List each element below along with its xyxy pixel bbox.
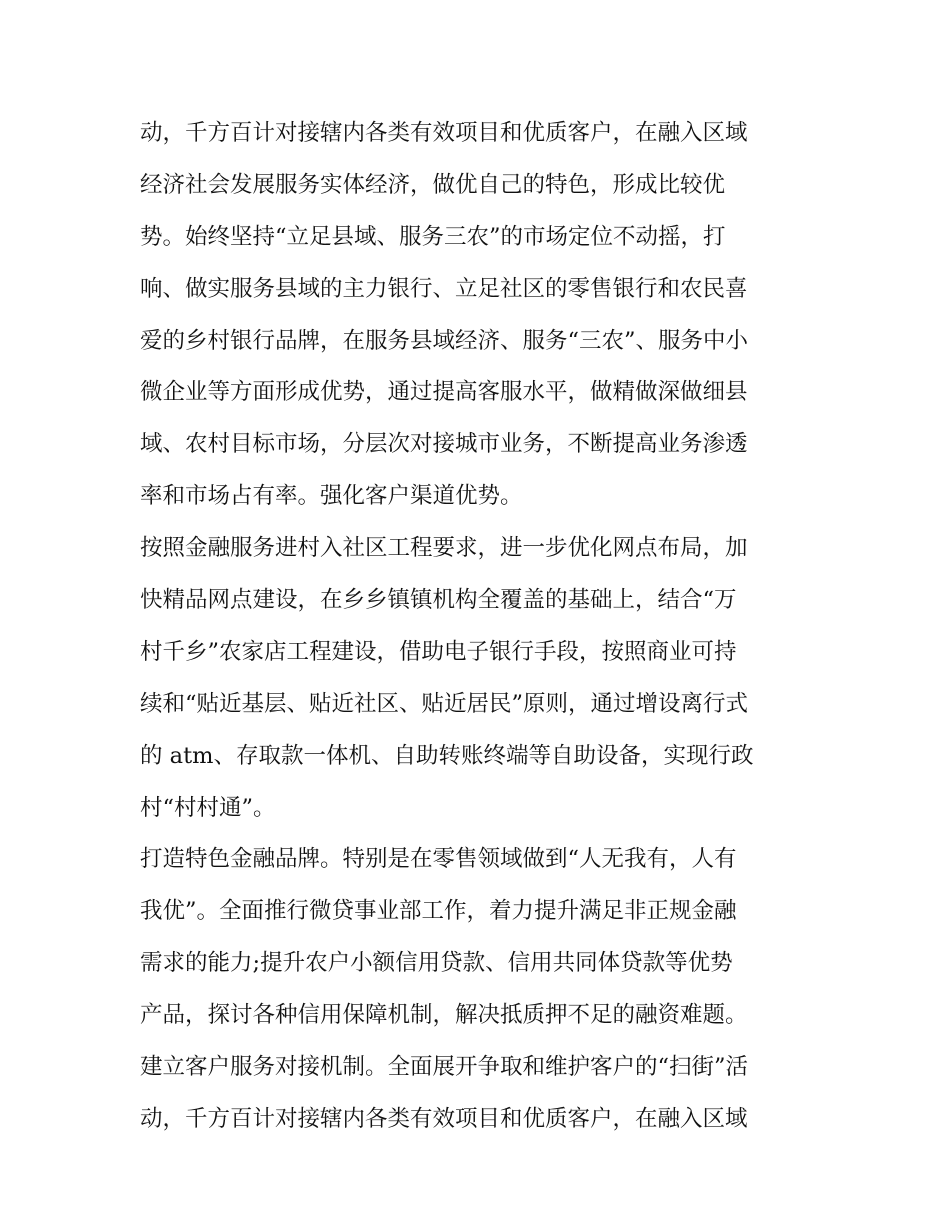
text-line: 续和“贴近基层、贴近社区、贴近居民”原则，通过增设离行式 <box>140 690 749 717</box>
text-line: 打造特色金融品牌。特别是在零售领域做到“人无我有，人有 <box>140 846 737 873</box>
text-line: 我优”。全面推行微贷事业部工作，着力提升满足非正规金融 <box>140 898 737 925</box>
text-line: 快精品网点建设，在乡乡镇镇机构全覆盖的基础上，结合“万 <box>140 587 737 614</box>
text-line: 势。始终坚持“立足县域、服务三农”的市场定位不动摇，打 <box>140 223 726 250</box>
text-line: 村千乡”农家店工程建设，借助电子银行手段，按照商业可持 <box>140 638 737 665</box>
text-line: 产品，探讨各种信用保障机制，解决抵质押不足的融资难题。 <box>140 1002 748 1029</box>
text-line: 域、农村目标市场，分层次对接城市业务，不断提高业务渗透 <box>140 431 748 458</box>
body-text <box>140 108 820 1146</box>
text-line: 经济社会发展服务实体经济，做优自己的特色，形成比较优 <box>140 171 726 198</box>
text-line: 按照金融服务进村入社区工程要求，进一步优化网点布局，加 <box>140 535 748 562</box>
text-line: 微企业等方面形成优势，通过提高客服水平，做精做深做细县 <box>140 379 748 406</box>
text-line: 村“村村通”。 <box>140 794 276 821</box>
text-line: 响、做实服务县域的主力银行、立足社区的零售银行和农民喜 <box>140 275 748 302</box>
text-line: 需求的能力;提升农户小额信用贷款、信用共同体贷款等优势 <box>140 950 733 977</box>
text-line: 建立客户服务对接机制。全面展开争取和维护客户的“扫街”活 <box>140 1054 749 1081</box>
text-line: 爱的乡村银行品牌，在服务县域经济、服务“三农”、服务中小 <box>140 327 749 354</box>
text-line: 的 atm、存取款一体机、自助转账终端等自助设备，实现行政 <box>140 742 754 769</box>
text-line: 率和市场占有率。强化客户渠道优势。 <box>140 483 523 510</box>
text-line: 动，千方百计对接辖内各类有效项目和优质客户，在融入区域 <box>140 1105 748 1132</box>
text-line: 动，千方百计对接辖内各类有效项目和优质客户，在融入区域 <box>140 120 748 146</box>
